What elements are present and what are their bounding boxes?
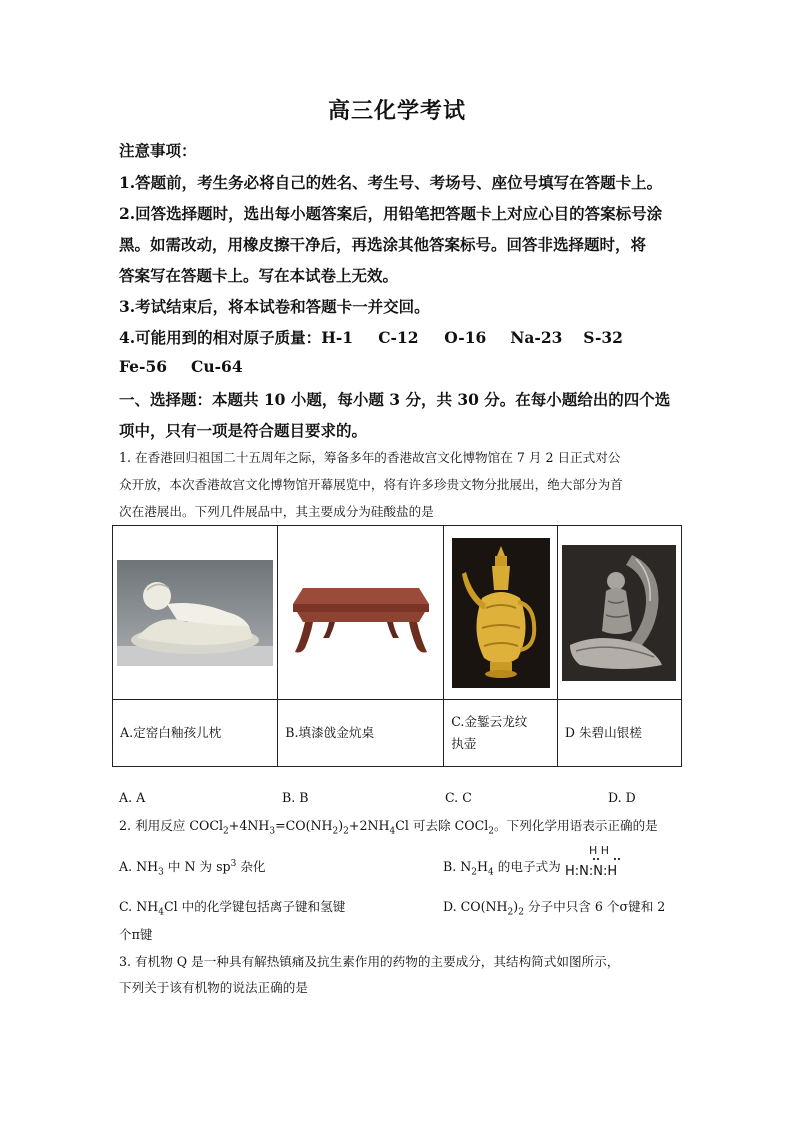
caption-d: D 朱碧山银槎 — [557, 700, 681, 767]
mass-prefix: 4.可能用到的相对原子质量： — [119, 328, 322, 347]
notice-item-1: 1.答题前，考生务必将自己的姓名、考生号、考场号、座位号填写在答题卡上。 — [119, 173, 663, 192]
section1-line1: 一、选择题：本题共 10 小题，每小题 3 分，共 30 分。在每小题给出的四个选 — [119, 390, 671, 409]
q1-stem-line2: 众开放，本次香港故宫文化博物馆开幕展览中，将有许多珍贵文物分批展出，绝大部分为首 — [119, 477, 623, 492]
q1-option-b[interactable]: B. B — [282, 790, 309, 805]
q2-option-d-line2: 个π键 — [119, 927, 153, 942]
mass-na: Na-23 — [510, 328, 563, 347]
mass-o: O-16 — [444, 328, 487, 347]
q1-option-c[interactable]: C. C — [445, 790, 472, 805]
notice-heading: 注意事项： — [119, 141, 197, 160]
caption-a: A.定窑白釉孩儿枕 — [113, 700, 278, 767]
lewis-dots — [593, 858, 620, 860]
exhibit-c-cell — [444, 526, 558, 700]
caption-b: B.填漆戗金炕桌 — [278, 700, 444, 767]
notice-item-2-line1: 2.回答选择题时，选出每小题答案后，用铅笔把答题卡上对应心目的答案标号涂 — [119, 204, 663, 223]
page-title: 高三化学考试 — [327, 98, 466, 124]
notice-item-4-cont — [119, 357, 243, 376]
mass-cu: Cu-64 — [191, 357, 243, 376]
lacquer-table-image — [289, 568, 433, 658]
lewis-main: H:N:N:H — [565, 864, 618, 879]
mass-fe: Fe-56 — [119, 357, 168, 376]
exhibit-a-cell — [113, 526, 278, 700]
notice-item-4 — [119, 326, 623, 348]
lewis-top-h: H H — [589, 844, 610, 857]
q2-option-c[interactable]: C. $NH_4Cl$ 中的化学键包括离子键和氢键 — [119, 899, 346, 918]
exhibit-b-cell — [278, 526, 444, 700]
q2-option-b[interactable]: B. $N_2H_4$ 的电子式为 — [443, 859, 561, 878]
q1-option-a[interactable]: A. A — [119, 790, 146, 805]
q1-option-d[interactable]: D. D — [608, 790, 636, 805]
caption-c-line2: 执壶 — [451, 736, 477, 751]
silver-raft-image — [562, 545, 676, 681]
mass-h: H-1 — [321, 328, 354, 347]
caption-c-line1: C.金錾云龙纹 — [451, 714, 528, 729]
exhibit-table — [112, 525, 682, 767]
notice-item-3: 3.考试结束后，将本试卷和答题卡一并交回。 — [119, 297, 430, 316]
q3-stem-line1: 3. 有机物 Q 是一种具有解热镇痛及抗生素作用的药物的主要成分，其结构简式如图所示， — [119, 954, 620, 969]
notice-item-2-line3: 答案写在答题卡上。写在本试卷上无效。 — [119, 266, 399, 285]
q3-stem-line2: 下列关于该有机物的说法正确的是 — [119, 980, 308, 995]
q1-stem-line3: 次在港展出。下列几件展品中，其主要成分为硅酸盐的是 — [119, 504, 434, 519]
n2h4-lewis-structure — [565, 842, 655, 882]
q2-option-a[interactable]: A. $NH_3$ 中 N 为 $sp^3$ 杂化 — [119, 858, 266, 878]
q2-option-d[interactable]: D. $CO(NH_2)_2$ 分子中只含 6 个σ键和 2 — [443, 899, 666, 918]
q1-stem-line1: 1. 在香港回归祖国二十五周年之际，筹备多年的香港故宫文化博物馆在 7 月 2 日正式对公 — [119, 450, 621, 465]
mass-s: S-32 — [583, 328, 623, 347]
porcelain-pillow-image — [117, 560, 273, 666]
mass-c: C-12 — [378, 328, 419, 347]
notice-item-2-line2: 黑。如需改动，用橡皮擦干净后，再选涂其他答案标号。回答非选择题时，将 — [119, 235, 647, 254]
section1-line2: 项中，只有一项是符合题目要求的。 — [119, 421, 368, 440]
caption-c — [444, 700, 558, 767]
gold-ewer-image — [452, 538, 550, 688]
q2-stem: 2. 利用反应 $COCl_2+4NH_3=CO(NH_2)_2+2NH_4Cl$ 可去除 COCl$_2$。下列化学用语表示正确的是 — [119, 818, 658, 837]
exhibit-d-cell — [557, 526, 681, 700]
